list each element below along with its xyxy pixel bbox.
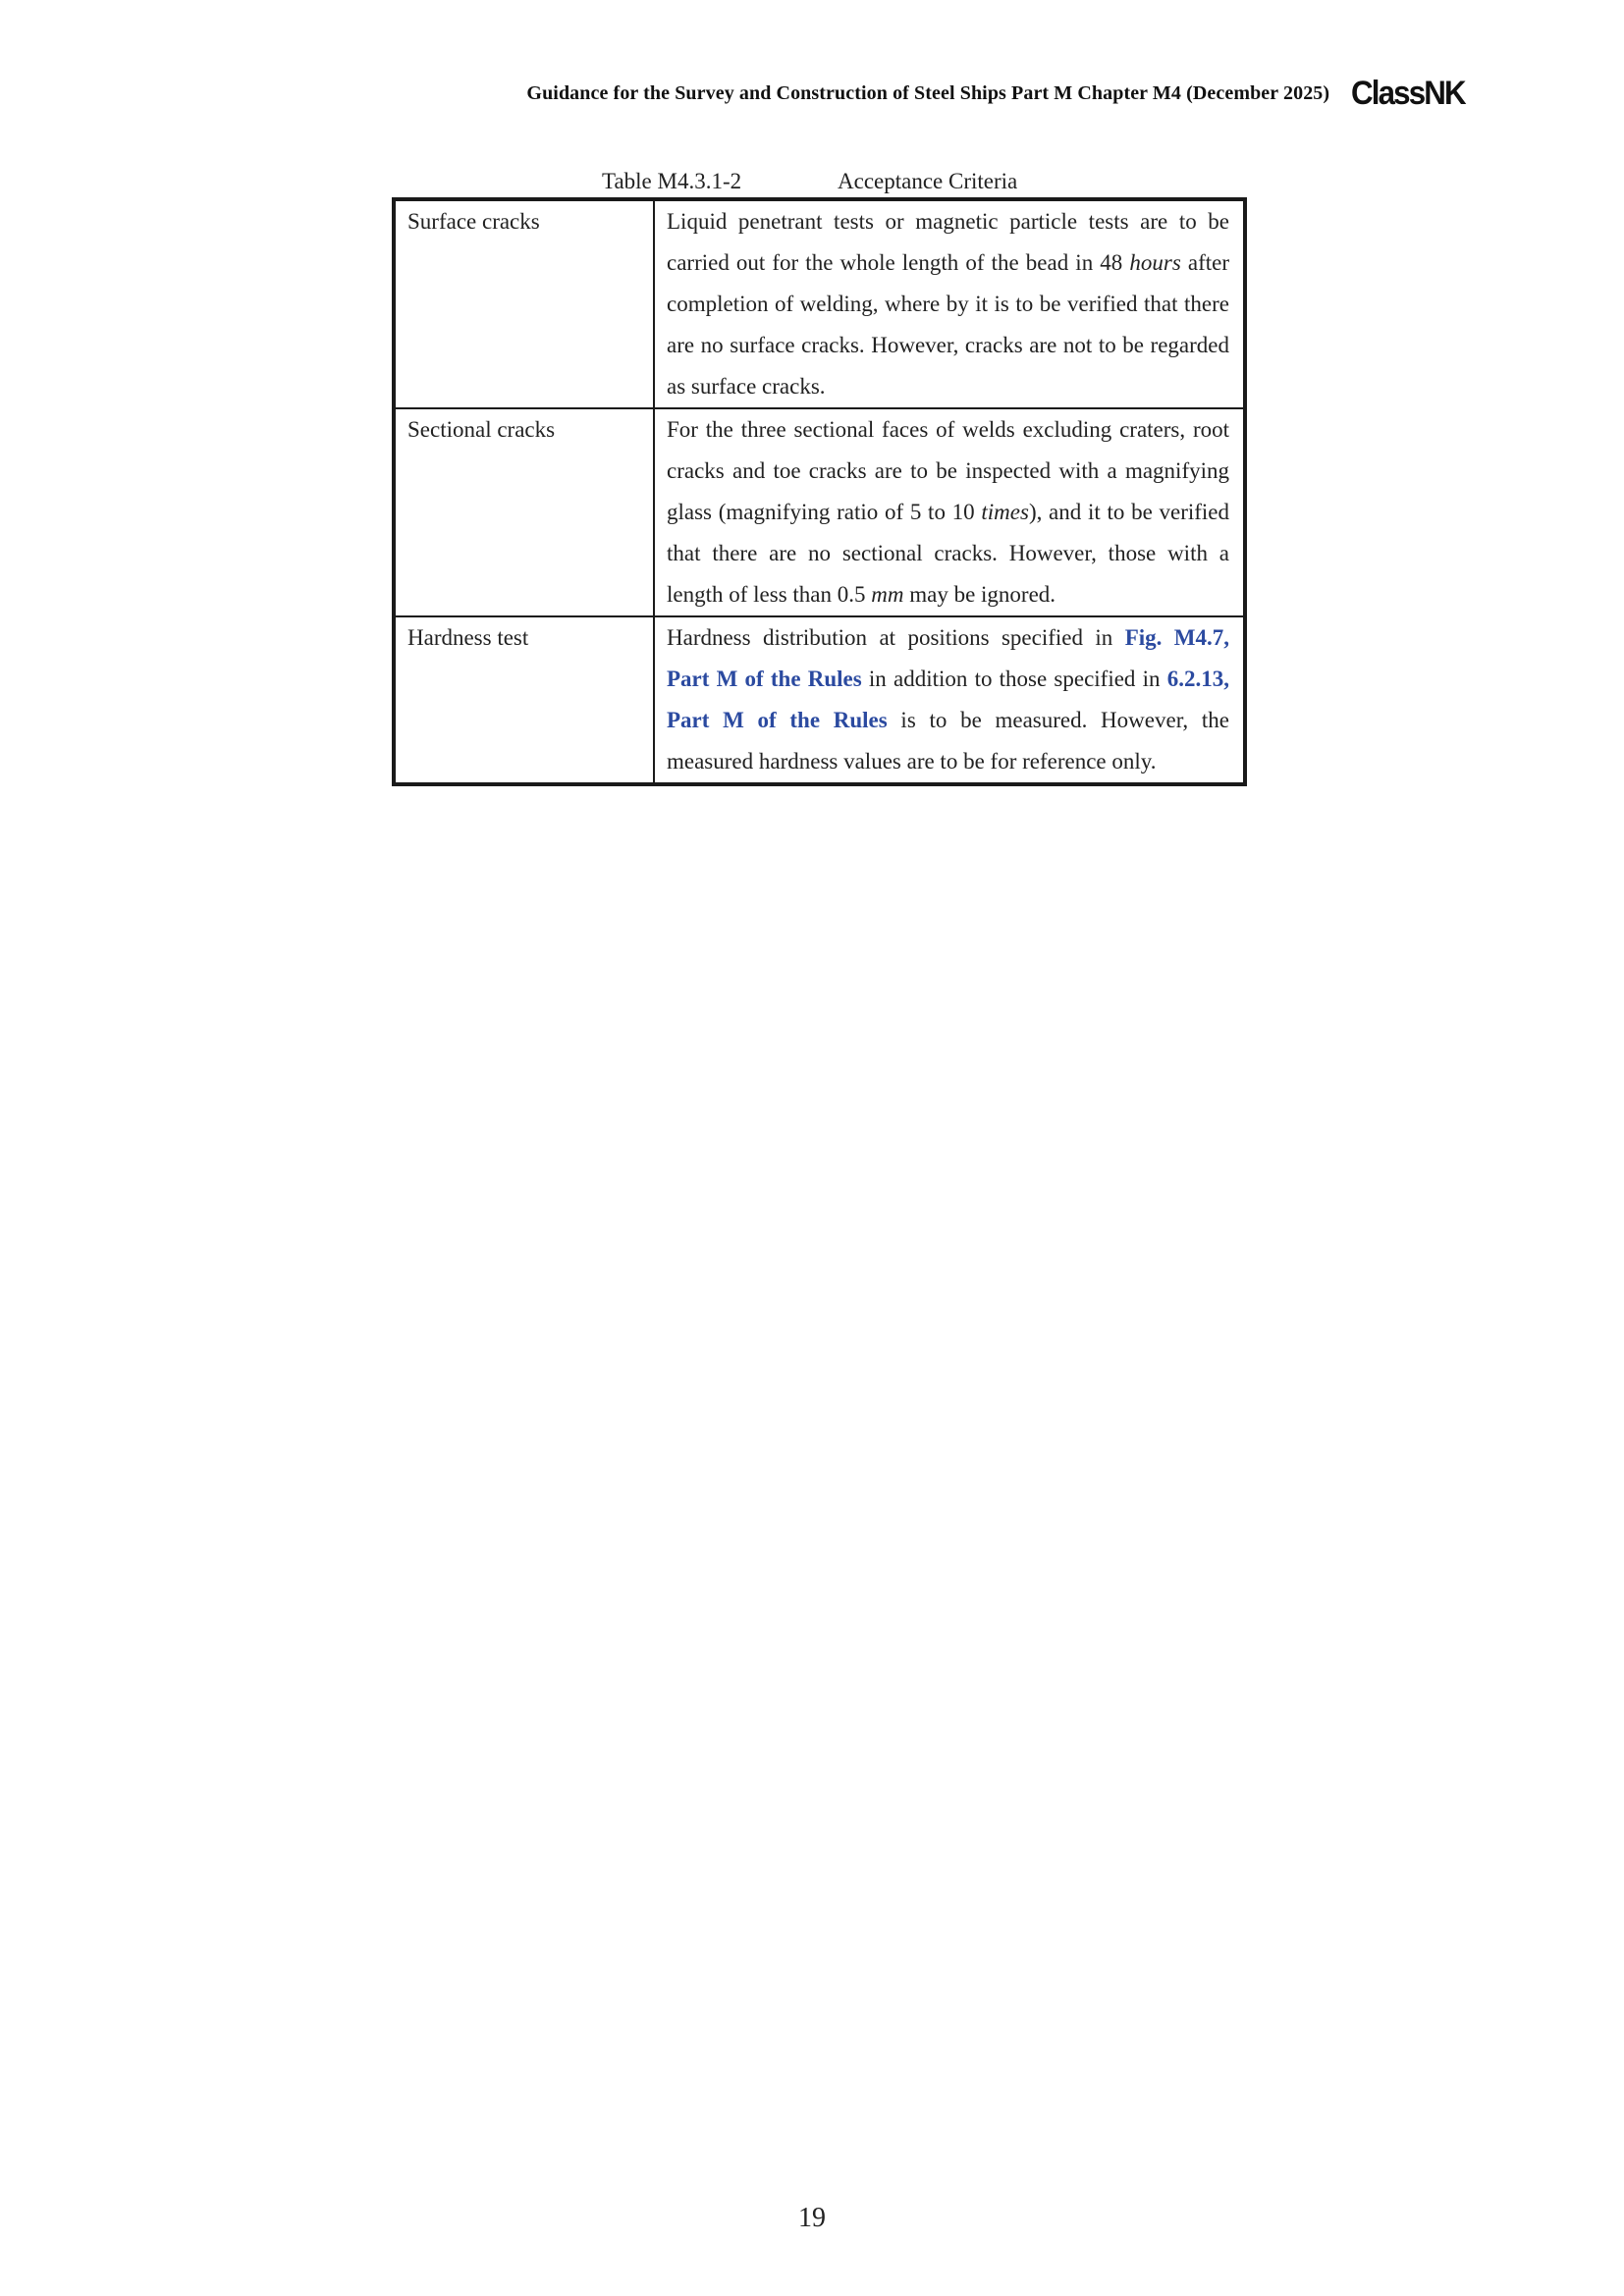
criteria-description	[654, 199, 1245, 408]
table-row	[394, 616, 1245, 784]
description-text: after completion of welding, where by it is to be verified that there are no surface cracks. However, cracks are not to be regarded as surface cracks.	[667, 250, 1229, 399]
description-text: Hardness distribution at positions specified in	[667, 625, 1125, 650]
description-text: For the three sectional faces of welds excluding craters, root cracks and toe cracks are to be inspected with a magnifying glass (magnifying ratio of 5 to 10	[667, 417, 1229, 524]
criteria-description	[654, 616, 1245, 784]
criteria-item: Sectional cracks	[394, 408, 654, 616]
page-number: 19	[798, 2203, 826, 2233]
unit-text: mm	[871, 582, 904, 607]
rule-reference-link[interactable]: Fig. M4.7, Part M of the Rules	[667, 625, 1229, 691]
table-title: Acceptance Criteria	[838, 169, 1018, 193]
unit-text: hours	[1129, 250, 1181, 275]
table-number: Table M4.3.1-2	[602, 169, 742, 193]
rule-reference-link[interactable]: 6.2.13, Part M of the Rules	[667, 667, 1229, 732]
table-caption	[602, 169, 1017, 194]
criteria-item: Surface cracks	[394, 199, 654, 408]
header-title: Guidance for the Survey and Construction of Steel Ships Part M Chapter M4 (December 2025)	[526, 81, 1330, 104]
table-row	[394, 408, 1245, 616]
description-text: is to be measured. However, the measured hardness values are to be for reference only.	[667, 708, 1229, 774]
description-text: Liquid penetrant tests or magnetic particle tests are to be carried out for the whole length of the bead in 48	[667, 209, 1229, 275]
criteria-description	[654, 408, 1245, 616]
criteria-item: Hardness test	[394, 616, 654, 784]
unit-text: times	[981, 500, 1029, 524]
description-text: may be ignored.	[903, 582, 1056, 607]
description-text: ), and it to be verified that there are no sectional cracks. However, those with a length of less than 0.5	[667, 500, 1229, 607]
description-text: in addition to those specified in	[861, 667, 1167, 691]
page-header	[526, 77, 1475, 110]
classnk-logo: ClassNK	[1351, 75, 1465, 112]
table-row	[394, 199, 1245, 408]
acceptance-criteria-table	[392, 197, 1247, 786]
